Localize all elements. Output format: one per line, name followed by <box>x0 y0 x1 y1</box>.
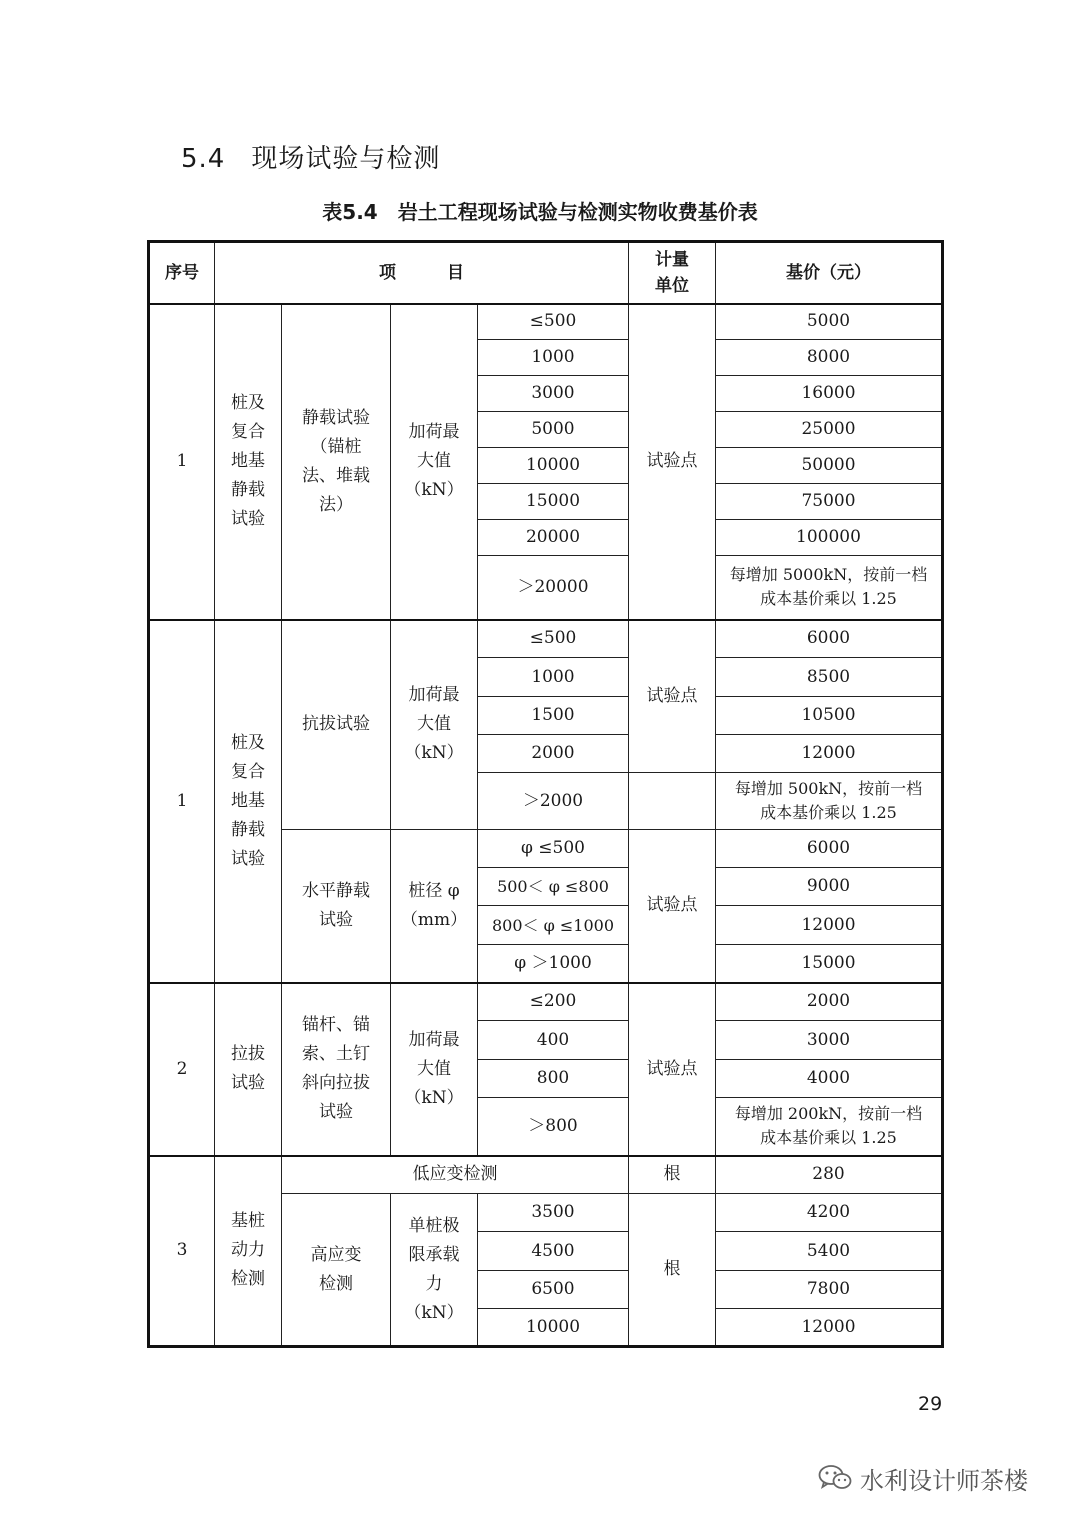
header-unit-line2: 单位 <box>655 275 689 296</box>
seq-cell: 1 <box>149 304 215 620</box>
category-cell: 拉拔 试验 <box>215 983 282 1156</box>
unit-cell: 试验点 <box>629 304 716 620</box>
param-cell: 加荷最 大值 （kN） <box>391 304 478 620</box>
method-cell: 锚杆、锚 索、土钉 斜向拉拔 试验 <box>282 983 391 1156</box>
price-cell: 50000 <box>716 448 943 484</box>
price-cell: 5400 <box>716 1232 943 1271</box>
range-cell: 1500 <box>478 697 629 735</box>
low-strain-label: 低应变检测 <box>282 1156 629 1194</box>
price-note-cell: 每增加 500kN，按前一档 成本基价乘以 1.25 <box>716 773 943 830</box>
method-cell: 水平静载 试验 <box>282 830 391 983</box>
price-note-cell: 每增加 5000kN，按前一档 成本基价乘以 1.25 <box>716 556 943 620</box>
header-seq: 序号 <box>149 242 215 304</box>
range-cell: 1000 <box>478 340 629 376</box>
price-cell: 3000 <box>716 1021 943 1060</box>
table-row <box>149 620 943 658</box>
table-row <box>149 983 943 1021</box>
unit-cell: 根 <box>629 1194 716 1347</box>
price-cell: 12000 <box>716 735 943 773</box>
category-cell: 桩及 复合 地基 静载 试验 <box>215 304 282 620</box>
price-cell: 6000 <box>716 620 943 658</box>
watermark-text: 水利设计师茶楼 <box>860 1466 1028 1495</box>
param-cell: 加荷最 大值 （kN） <box>391 983 478 1156</box>
range-cell: ≤500 <box>478 304 629 340</box>
table-row <box>149 304 943 340</box>
range-cell: 3000 <box>478 376 629 412</box>
price-cell: 7800 <box>716 1271 943 1309</box>
range-cell: 15000 <box>478 484 629 520</box>
price-cell: 8500 <box>716 658 943 697</box>
range-cell: φ ≤500 <box>478 830 629 868</box>
range-cell: 20000 <box>478 520 629 556</box>
header-price: 基价（元） <box>716 242 943 304</box>
range-cell: 2000 <box>478 735 629 773</box>
range-cell: ＞2000 <box>478 773 629 830</box>
price-cell: 5000 <box>716 304 943 340</box>
header-unit <box>629 242 716 304</box>
price-cell: 16000 <box>716 376 943 412</box>
wechat-icon <box>818 1464 852 1492</box>
category-cell: 桩及 复合 地基 静载 试验 <box>215 620 282 983</box>
unit-cell: 试验点 <box>629 830 716 983</box>
param-cell: 加荷最 大值 （kN） <box>391 620 478 830</box>
section-heading <box>181 138 440 175</box>
method-cell: 高应变 检测 <box>282 1194 391 1347</box>
section-number: 5.4 <box>181 144 226 174</box>
range-cell: 800＜ φ ≤1000 <box>478 906 629 945</box>
price-cell: 8000 <box>716 340 943 376</box>
seq-cell: 2 <box>149 983 215 1156</box>
price-cell: 75000 <box>716 484 943 520</box>
price-cell: 12000 <box>716 906 943 945</box>
seq-cell: 1 <box>149 620 215 983</box>
table-header-row <box>149 242 943 304</box>
price-cell: 10500 <box>716 697 943 735</box>
range-cell: 1000 <box>478 658 629 697</box>
watermark <box>818 1461 1028 1495</box>
price-note-cell: 每增加 200kN，按前一档 成本基价乘以 1.25 <box>716 1098 943 1156</box>
price-cell: 280 <box>716 1156 943 1194</box>
method-cell: 静载试验 （锚桩 法、堆载 法） <box>282 304 391 620</box>
method-cell: 抗拔试验 <box>282 620 391 830</box>
header-item: 项 目 <box>215 242 629 304</box>
range-cell: ＞20000 <box>478 556 629 620</box>
param-cell: 单桩极 限承载 力 （kN） <box>391 1194 478 1347</box>
range-cell: 10000 <box>478 1309 629 1347</box>
unit-cell: 试验点 <box>629 620 716 773</box>
unit-cell-empty <box>629 773 716 830</box>
price-cell: 6000 <box>716 830 943 868</box>
seq-cell: 3 <box>149 1156 215 1347</box>
range-cell: 10000 <box>478 448 629 484</box>
price-cell: 9000 <box>716 868 943 906</box>
price-cell: 2000 <box>716 983 943 1021</box>
price-cell: 4200 <box>716 1194 943 1232</box>
range-cell: 5000 <box>478 412 629 448</box>
category-cell: 基桩 动力 检测 <box>215 1156 282 1347</box>
table-title: 表5.4 岩土工程现场试验与检测实物收费基价表 <box>322 200 758 224</box>
range-cell: ＞800 <box>478 1098 629 1156</box>
unit-cell: 试验点 <box>629 983 716 1156</box>
range-cell: ≤200 <box>478 983 629 1021</box>
price-cell: 12000 <box>716 1309 943 1347</box>
range-cell: 400 <box>478 1021 629 1060</box>
page-number: 29 <box>918 1393 943 1415</box>
range-cell: 500＜ φ ≤800 <box>478 868 629 906</box>
price-table <box>147 240 944 1348</box>
unit-cell: 根 <box>629 1156 716 1194</box>
price-cell: 25000 <box>716 412 943 448</box>
range-cell: 4500 <box>478 1232 629 1271</box>
param-cell: 桩径 φ （mm） <box>391 830 478 983</box>
range-cell: φ ＞1000 <box>478 945 629 983</box>
range-cell: 6500 <box>478 1271 629 1309</box>
header-unit-line1: 计量 <box>655 249 689 270</box>
price-cell: 15000 <box>716 945 943 983</box>
section-title: 现场试验与检测 <box>251 144 441 174</box>
range-cell: 3500 <box>478 1194 629 1232</box>
price-cell: 100000 <box>716 520 943 556</box>
range-cell: ≤500 <box>478 620 629 658</box>
price-cell: 4000 <box>716 1060 943 1098</box>
table-row <box>149 1156 943 1194</box>
range-cell: 800 <box>478 1060 629 1098</box>
